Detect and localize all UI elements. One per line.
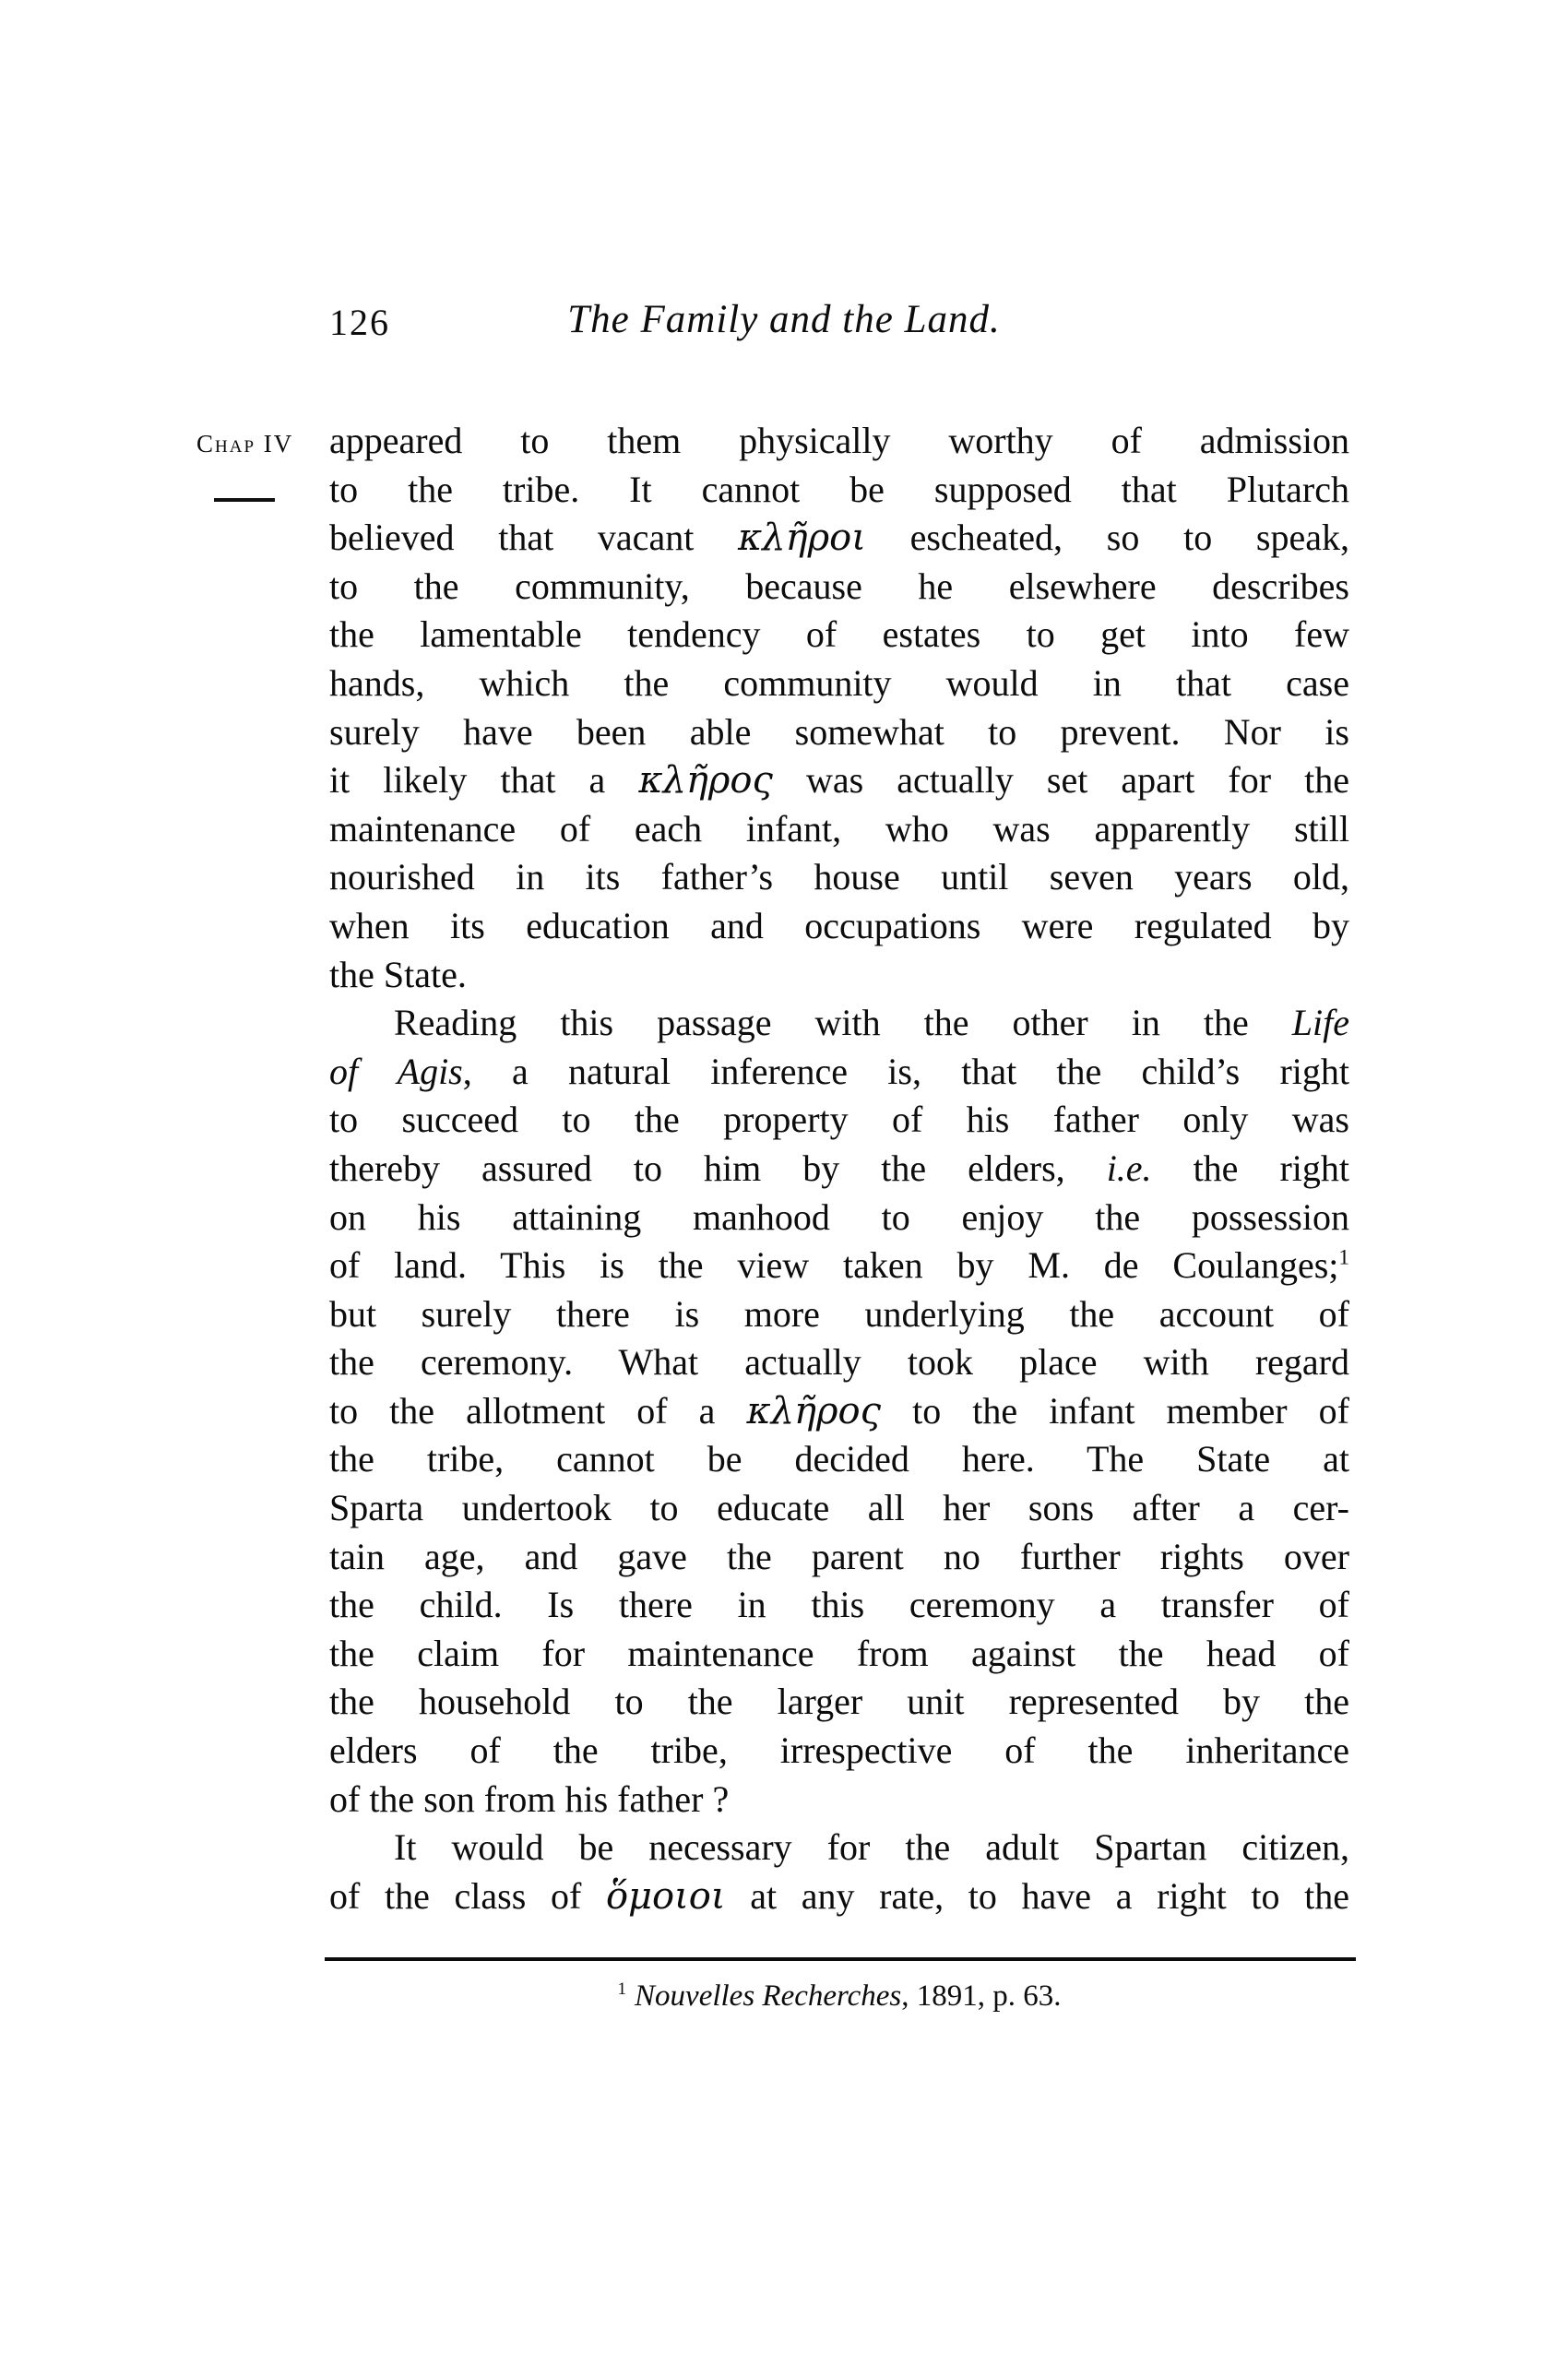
text-segment: appeared to them physically worthy of admission [329, 420, 1349, 461]
text-line [329, 611, 1349, 660]
margin-note-rule [214, 498, 275, 502]
text-segment: hands, which the community would in that case [329, 661, 1349, 704]
text-segment: to the allotment of a [329, 1389, 747, 1432]
text-segment: to the tribe. It cannot be supposed that Plutarch [329, 468, 1349, 510]
text-segment: was actually set apart for the [772, 759, 1349, 802]
text-segment: the ceremony. What actually took place with regard [329, 1341, 1349, 1384]
text-segment: It would be necessary for the adult Spartan citizen, [394, 1826, 1349, 1869]
text-line [329, 1581, 1349, 1630]
text-segment: the lamentable tendency of estates to get into few [329, 613, 1349, 656]
greek-term: ὅμοιοι [605, 1874, 726, 1918]
text-line [329, 1678, 1349, 1727]
text-segment: of the class of [329, 1874, 606, 1917]
body-text [329, 417, 1349, 1920]
text-line [329, 1533, 1349, 1582]
text-line [329, 514, 1349, 563]
text-line [329, 1824, 1349, 1872]
text-line [329, 466, 1349, 515]
text-line [329, 756, 1349, 805]
text-segment: nourished in its father’s house until seven years old, [329, 856, 1349, 898]
text-segment: elders of the tribe, irrespective of the inheritance [329, 1729, 1349, 1772]
text-segment: of land. This is the view taken by M. de Coulanges; [329, 1244, 1339, 1287]
text-line [329, 1290, 1349, 1339]
greek-term: κλῆρος [638, 759, 773, 802]
text-segment: Reading this passage with the other in the [394, 1002, 1292, 1044]
footnote-rule [325, 1957, 1356, 1961]
text-line [329, 902, 1349, 951]
text-segment: the tribe, cannot be decided here. The State at [329, 1438, 1349, 1480]
greek-term: κλῆρος [746, 1389, 882, 1432]
page-title: The Family and the Land. [567, 298, 1001, 341]
text-segment: Sparta undertook to educate all her sons after a cer- [329, 1487, 1349, 1529]
text-line [329, 563, 1349, 612]
paragraph [329, 999, 1349, 1824]
text-line [329, 1387, 1349, 1436]
footnote-source: Nouvelles Recherches [635, 1979, 902, 2013]
text-segment: the State. [329, 953, 467, 995]
text-segment: the right [1151, 1147, 1349, 1189]
text-segment: it likely that a [329, 759, 639, 802]
text-segment: of the son from his father ? [329, 1777, 730, 1820]
footnote [329, 1976, 1349, 2016]
text-line [329, 1048, 1349, 1097]
margin-note-chapter: Chap IV [196, 430, 294, 458]
text-line [329, 805, 1349, 854]
footnote-rest: , 1891, p. 63. [901, 1979, 1062, 2013]
footnote-ref: 1 [1338, 1245, 1349, 1270]
text-line [329, 660, 1349, 708]
text-segment: tain age, and gave the parent no further rights over [329, 1535, 1349, 1577]
paragraph [329, 1824, 1349, 1920]
footnote-marker: 1 [617, 1979, 627, 1999]
greek-term: κλῆροι [738, 517, 866, 560]
text-segment: to the infant member of [881, 1389, 1350, 1432]
text-line [329, 1776, 1349, 1824]
text-segment: the claim for maintenance from against the head of [329, 1632, 1349, 1674]
text-line [329, 417, 1349, 466]
italic-term: Life [1291, 1002, 1349, 1044]
text-segment: when its education and occupations were regulated by [329, 904, 1349, 946]
italic-term: of Agis [329, 1050, 463, 1092]
text-line [329, 1484, 1349, 1533]
page-number: 126 [329, 302, 390, 343]
text-line [329, 951, 1349, 1000]
text-segment: but surely there is more underlying the account of [329, 1292, 1349, 1335]
text-segment: the child. Is there in this ceremony a transfer of [329, 1584, 1349, 1626]
text-line [329, 1727, 1349, 1776]
text-line [329, 708, 1349, 757]
text-segment: surely have been able somewhat to prevent. Nor is [329, 710, 1349, 753]
text-segment: at any rate, to have a right to the [725, 1874, 1350, 1917]
text-segment: thereby assured to him by the elders, [329, 1147, 1107, 1189]
text-line [329, 1194, 1349, 1242]
text-segment: to succeed to the property of his father only was [329, 1099, 1349, 1141]
text-line [329, 1872, 1349, 1921]
text-segment: on his attaining manhood to enjoy the possession [329, 1195, 1349, 1238]
text-segment: believed that vacant [329, 517, 739, 559]
text-line [329, 1435, 1349, 1484]
text-line [329, 1145, 1349, 1194]
text-line [329, 1096, 1349, 1145]
text-line [329, 853, 1349, 902]
text-line [329, 999, 1349, 1048]
text-line [329, 1242, 1349, 1290]
text-segment: , a natural inference is, that the child’s right [462, 1050, 1349, 1092]
text-segment: the household to the larger unit represented by the [329, 1681, 1349, 1723]
paragraph [329, 417, 1349, 999]
text-segment: to the community, because he elsewhere describes [329, 565, 1349, 607]
text-segment: maintenance of each infant, who was apparently still [329, 807, 1349, 850]
italic-term: i.e. [1106, 1147, 1152, 1189]
text-segment: escheated, so to speak, [865, 517, 1350, 559]
text-line [329, 1338, 1349, 1387]
text-line [329, 1630, 1349, 1679]
